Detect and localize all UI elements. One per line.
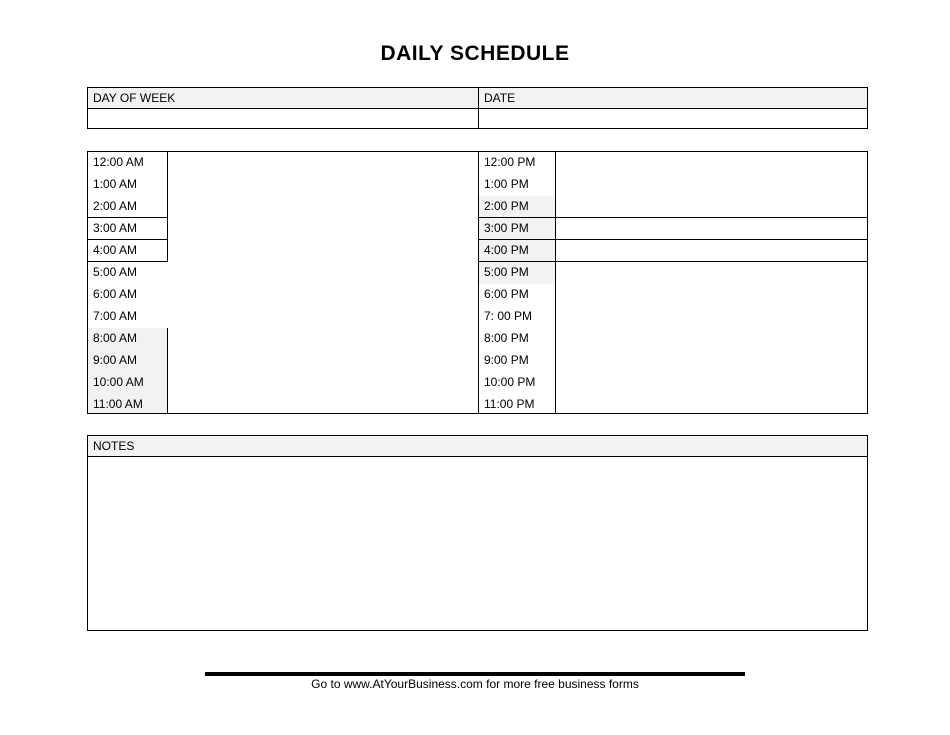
time-slot-pm: 7: 00 PM — [484, 309, 533, 323]
time-slot-am: 4:00 AM — [93, 243, 138, 257]
am-column — [88, 152, 479, 413]
time-grid — [87, 151, 868, 414]
time-slot-pm: 1:00 PM — [484, 177, 529, 191]
day-of-week-label: DAY OF WEEK — [88, 88, 479, 109]
time-slot-pm: 8:00 PM — [484, 331, 529, 345]
time-slot-pm: 6:00 PM — [484, 287, 529, 301]
row-divider — [88, 239, 168, 240]
time-slot-am: 10:00 AM — [88, 372, 167, 394]
page-title: DAILY SCHEDULE — [380, 42, 570, 65]
time-slot-am: 3:00 AM — [93, 221, 138, 235]
time-slot-pm: 3:00 PM — [479, 218, 555, 240]
day-of-week-field[interactable] — [88, 109, 479, 129]
time-slot-am: 9:00 AM — [88, 350, 167, 372]
time-slot-am: 8:00 AM — [88, 328, 167, 350]
date-label: DATE — [479, 88, 867, 109]
time-slot-am: 12:00 AM — [93, 155, 144, 169]
time-slot-pm: 10:00 PM — [484, 375, 536, 389]
date-field[interactable] — [479, 109, 867, 129]
row-divider — [479, 217, 867, 218]
header-table — [87, 87, 868, 129]
time-slot-pm: 5:00 PM — [479, 262, 555, 284]
footer-rule — [205, 672, 745, 676]
row-divider — [479, 239, 867, 240]
time-slot-am: 7:00 AM — [93, 309, 138, 323]
footer-text: Go to www.AtYourBusiness.com for more free business forms — [311, 677, 639, 691]
am-time-column — [88, 152, 168, 413]
row-divider — [479, 261, 867, 262]
notes-box — [87, 435, 868, 631]
notes-label: NOTES — [88, 436, 867, 457]
time-slot-pm: 4:00 PM — [479, 240, 555, 262]
notes-field[interactable] — [88, 457, 867, 630]
row-divider — [88, 261, 168, 262]
time-slot-am: 1:00 AM — [93, 177, 138, 191]
pm-column — [479, 152, 867, 413]
time-slot-pm: 11:00 PM — [484, 397, 535, 411]
time-slot-am: 5:00 AM — [93, 265, 138, 279]
time-slot-pm: 9:00 PM — [484, 353, 529, 367]
pm-time-column — [479, 152, 556, 413]
row-divider — [88, 217, 168, 218]
time-slot-am: 11:00 AM — [88, 394, 167, 413]
time-slot-pm: 2:00 PM — [479, 196, 555, 218]
time-slot-am: 2:00 AM — [93, 199, 138, 213]
divider-gap — [167, 262, 169, 328]
time-slot-am: 6:00 AM — [93, 287, 138, 301]
time-slot-pm: 12:00 PM — [484, 155, 536, 169]
